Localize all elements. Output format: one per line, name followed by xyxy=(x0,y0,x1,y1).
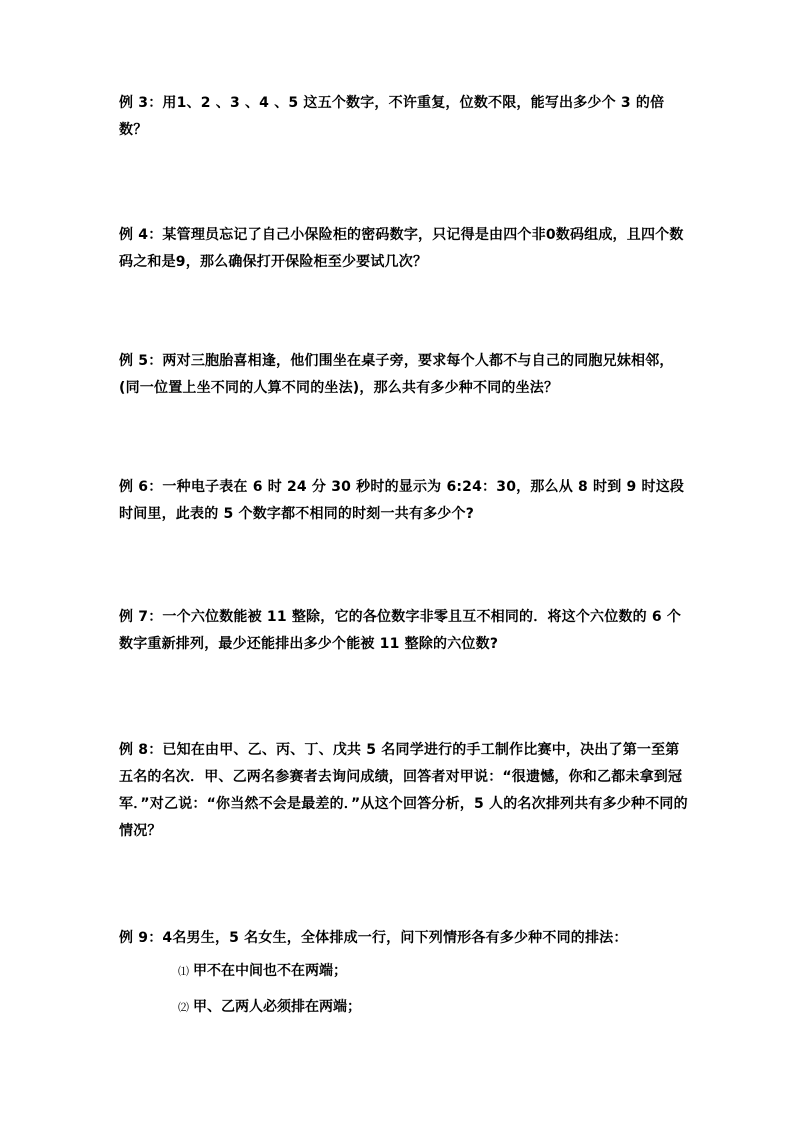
problem-example-3 xyxy=(119,90,689,144)
problem-example-5 xyxy=(119,348,689,402)
problem-text: 例 9：4名男生，5 名女生，全体排成一行，问下列情形各有多少种不同的排法： xyxy=(119,930,628,946)
problem-example-4 xyxy=(119,222,689,276)
problem-example-8 xyxy=(119,737,689,845)
problem-text: 例 7：一个六位数能被 11 整除，它的各位数字非零且互不相同的．将这个六位数的 6 个数字重新排列，最少还能排出多少个能被 11 整除的六位数? xyxy=(119,609,682,652)
problem-text: 例 6：一种电子表在 6 时 24 分 30 秒时的显示为 6:24：30，那么从 8 时到 9 时这段时间里，此表的 5 个数字都不相同的时刻一共有多少个? xyxy=(119,479,685,522)
problem-text: 例 3：用1、2 、3 、4 、5 这五个数字，不许重复，位数不限，能写出多少个 3 的倍数？ xyxy=(119,95,665,138)
problem-example-9 xyxy=(119,925,689,952)
sub-question-text: 甲、乙两人必须排在两端； xyxy=(193,999,361,1015)
problem-text: 例 4：某管理员忘记了自己小保险柜的密码数字，只记得是由四个非0数码组成，且四个数码之和是9，那么确保打开保险柜至少要试几次？ xyxy=(119,227,684,270)
sub-question-2 xyxy=(178,994,361,1021)
sub-question-1 xyxy=(178,958,347,985)
sub-question-number: ⑴ xyxy=(178,965,189,978)
problem-example-6 xyxy=(119,474,689,528)
problem-example-7 xyxy=(119,604,689,658)
sub-question-number: ⑵ xyxy=(178,1001,189,1014)
sub-question-text: 甲不在中间也不在两端； xyxy=(193,963,347,979)
problem-text: 例 8：已知在由甲、乙、丙、丁、戊共 5 名同学进行的手工制作比赛中，决出了第一至第五名的名次．甲、乙两名参赛者去询问成绩，回答者对甲说：“很遗憾，你和乙都未拿到冠军．”对乙说：“你当然不会是最差的．”从这个回答分析，5 人的名次排列共有多少种不同的情况？ xyxy=(119,742,688,839)
problem-text: 例 5：两对三胞胎喜相逢，他们围坐在桌子旁，要求每个人都不与自己的同胞兄妹相邻，(同一位置上坐不同的人算不同的坐法)，那么共有多少种不同的坐法？ xyxy=(119,353,674,396)
